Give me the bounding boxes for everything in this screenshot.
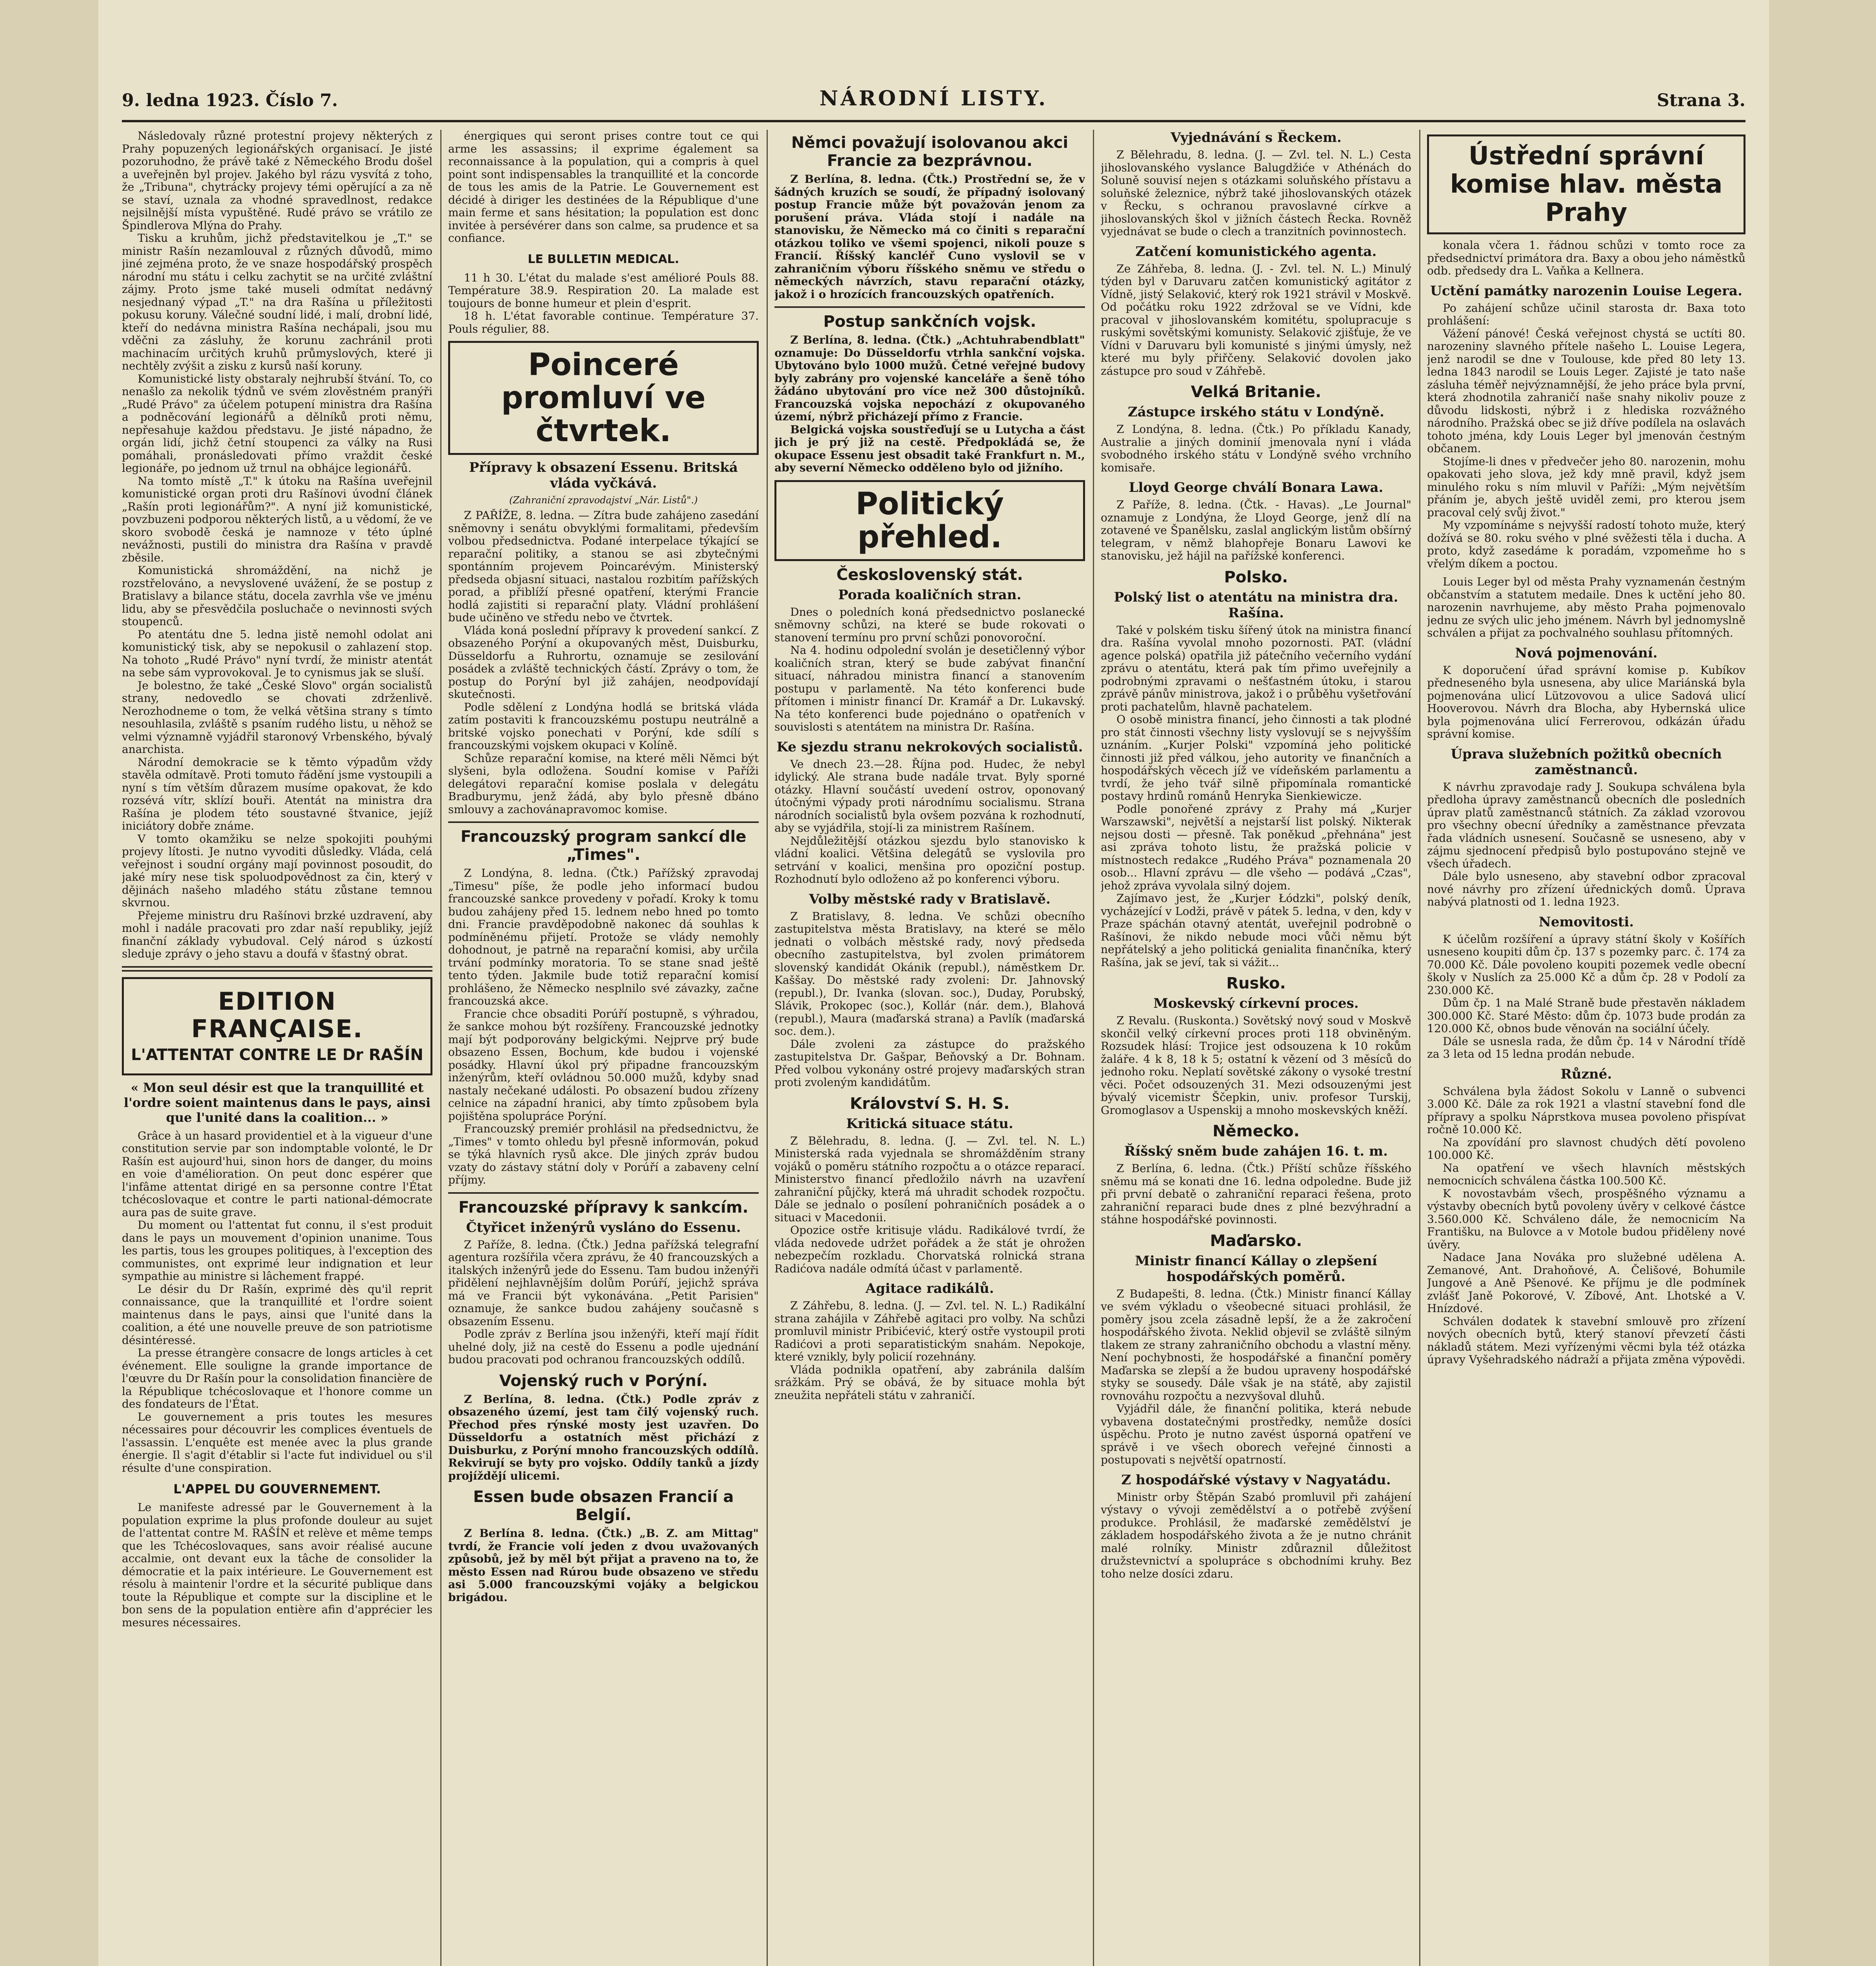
shs-subtitle: Kritická situace státu. [846,1116,1013,1132]
recko-body [1101,149,1411,238]
sjezd-title: Ke sjezdu stranu nekrokových socialistů. [776,739,1083,755]
divider [448,821,759,823]
column-rule [767,130,768,1966]
paragraph: Dále bylo usneseno, aby stavební odbor zpracoval nové návrhy pro zřízení úřednických domů. Úprava nabývá platnosti od 1. ledna 1923. [1427,870,1745,908]
ustredni-title: Ústřední správní komise hlav. města Prahy [1450,142,1723,227]
postup-body [774,334,1085,475]
paragraph: Z Záhřebu, 8. ledna. (J. — Zvl. tel. N. L.) Radikální strana zahájila v Záhřebě agitaci pro volby. Na schůzi promluvil ministr Pribićević, který ostře vystoupil proti Radićovi a proti separatistickým snahám. Nepokoje, které vznikly, byly policií rozehnány. [774,1299,1085,1363]
agitace-body [774,1300,1085,1402]
paragraph: Ve dnech 23.—28. Října pod. Hudec, že nebyl idylický. Ale strana bude nadále trvat. Byly sporné otázky. Hlavní součástí uvedení ostrov, oponovaný útočnými výpady proti národnímu socialismu. Strana národních socialistů byla ovšem pozvána k rozhodnutí, aby se vyjádřila, stojí-li za ministrem Rašínem. [774,757,1085,834]
postup-title: Postup sankčních vojsk. [823,313,1036,331]
shs-title: Království S. H. S. [850,1094,1010,1113]
rusko-body [1101,1014,1411,1117]
paragraph: Dnes o poledních koná předsednictvo poslanecké sněmovny schůzi, na které se bude rokovati o stanovení termínu pro první schůzi ponovoroční. [774,605,1085,644]
paragraph: Na 4. hodinu odpolední svolán je desetičlenný výbor koaličních stran, který se bude zabývat finanční situací, náhradou ministra financí a stanovením postupu v parlamentě. Na této konferenci bude přítomen i ministr financí Dr. Kramář a Dr. Lukavský. Na této konferenci bude pojednáno o opatřeních v souvislosti s atentátem na ministra Dr. Rašína. [774,644,1085,733]
edition-title: EDITION FRANÇAISE. [191,987,363,1043]
vystava-title: Z hospodářské výstavy v Nagyatádu. [1121,1472,1391,1488]
paragraph: La presse étrangère consacre de longs articles à cet événement. Elle souligne la grande importance de l'œuvre du Dr Rašín pour la consolidation financière de la République tchécoslovaque et l'honore comme un des fondateurs de l'État. [122,1346,432,1410]
paragraph: Z Revalu. (Ruskonta.) Sovětský nový soud v Moskvě skončil velký církevní proces proti 118 obviněným. Rozsudek hlásí: Trojice jest odsouzena k 10 rokům žaláře. 4 k 8, 18 k 5; ostatní k vězení od 3 měsíců do jednoho roku. Neplatí sovětské zákony o vysoké trestní věci. Počet odsouzených 31. Mezi odsouzenými jest bývalý vicemistr Ščepkin, univ. profesor Turskij, Gromoglasov a Uspenskij a mnoho moskevských kněží. [1101,1014,1411,1117]
sjezd-body [774,758,1085,886]
paragraph: My vzpomínáme s nejvyšší radostí tohoto muže, který dožívá se 80. roku svého v plné svěžesti těla i ducha. A proto, když zasedáme k poradám, vzpomeňme ho s vřelým díkem a poctou. [1427,519,1745,570]
newspaper-page [98,0,1769,1966]
inzenyri-title: Francouzské přípravy k sankcím. [458,1198,749,1217]
paragraph: Le manifeste adressé par le Gouvernement à la population exprime la plus profonde douleur au sujet de l'attentat contre M. RAŠÍN et relève et même temps que les Tchécoslovaques, sans avoir réalisé aucune accalmie, ont devant eux la tâche de consolider la démocratie et la paix intérieure. Le Gouvernement est résolu à maintenir l'ordre et la sécurité publique dans toute la République et compte sur la discipline et le bon sens de la population entière afin d'apprécier les mesures nécessaires. [122,1501,432,1629]
nemovitosti-body [1427,933,1745,1061]
paragraph: O osobě ministra financí, jeho činnosti a tak plodné pro stát činnosti všechny listy vyslovují se s nejvyšším uznáním. „Kurjer Polski" vzpomíná jeho politické činnosti již před válkou, jeho autority ve finančních a hospodářských věcech jíž ve vídeňském parlamentu a tvrdí, že jeho tvář silně připomínala romantické postavy hrdinů románů Henryka Sienkiewicze. [1101,713,1411,803]
paragraph: Nejdůležitější otázkou sjezdu bylo stanovisko k vládní koalici. Většina delegátů se vyslovila pro setrvání v koalici, menšina pro opoziční postup. Rozhodnutí bylo odloženo až po konferenci výboru. [774,834,1085,885]
paragraph: Komunistická shromáždění, na nichž je rozstřelováno, a nevyslovené uvážení, že se postup z Bratislavy a bilance státu, docela zavrhla vše ve jménu lidu, aby se přesvědčila posluchače o nevinnosti svých stoupenců. [122,564,432,628]
inzenyri-body [448,1239,759,1366]
poincare-source: (Zahraniční zpravodajství „Nár. Listů".) [509,495,698,506]
paragraph: Z Berlína, 6. ledna. (Čtk.) Příští schůze říšského sněmu má se konati dne 16. ledna odpoledne. Bude již při první debatě o zahraniční reparaci řešena, proto zahraniční reparaci bude dnes z plné bezvýhradní a stáhne hospodářské povinnosti. [1101,1162,1411,1226]
paragraph: Tisku a kruhům, jichž představitelkou je „T." se ministr Rašín nezamlouval z různých důvodů, mimo jiné zejména proto, že ve snaze hospodářský prospěch národní mu státu i celku zachytit se na určité zvláštní zájmy. Proto jsme také museli odmítat nedávný nesjednaný výpad „T." na dra Rašína u příležitosti pokusu koruny. Válečné soudní lidé, i malí, drobní lidé, kteří do nedávna ministra Rašína nechápali, jsou mu vděčni za zásluhy, že korunu zachránil proti machinacím určitých kruhů průmyslových, které ji nechtěly zvýšit a zisku z kursů naší koruny. [122,232,432,372]
header-rule [122,120,1745,122]
polsko-body [1101,624,1411,969]
paragraph: Podle zpráv z Berlína jsou inženýři, kteří mají řídit uhelné doly, již na cestě do Essenu a podle ujednání budou pracovati pod ochranou francouzských oddílů. [448,1327,759,1366]
paragraph: Z Londýna, 8. ledna. (Čtk.) Pařížský zpravodaj „Timesu" píše, že podle jeho informací budou francouzské sankce provedeny v pořadí. Kroky k tomu budou zahájeny před 15. lednem nebo hned po tomto dni. Francie pravděpodobně nakonec dá souhlas k podmíněnému přijetí. Protože se vlády nemohly dohodnout, je patrně na reparační komisi, aby určila trvání podmínky moratoria. To se stane snad ještě tento týden. Jakmile bude totiž reparační komisí prohlášeno, že Německo nesplnilo své závazky, začne francouzská akce. [448,867,759,1007]
inzenyri-subtitle: Čtyřicet inženýrů vysláno do Essenu. [466,1219,741,1235]
ruzne-title: Různé. [1560,1066,1612,1082]
column-rule [440,130,441,1966]
paragraph: konala včera 1. řádnou schůzi v tomto roce za předsednictví primátora dra. Baxy a obou jeho náměstků odb. předsedy dra L. Vaňka a Kellnera. [1427,239,1745,277]
ruzne-body [1427,1085,1745,1366]
edition-body [122,1130,432,1475]
paragraph: Louis Leger byl od města Prahy vyznamenán čestným občanstvím a statutem medaile. Dnes k uctění jeho 80. narozenin navrhujeme, aby město Praha pojmenovalo jednu ze svých ulic jeho jménem. Návrh byl jednomyslně schválen a přijat za pochvalného souhlasu přítomných. [1427,575,1745,639]
madarsko-body [1101,1288,1411,1467]
nemci-body [774,173,1085,301]
issue-date: 9. ledna 1923. Číslo 7. [122,90,338,110]
paragraph: Zajímavo jest, že „Kurjer Łódzki", polský deník, vycházející v Lodži, právě v pátek 5. ledna, v den, kdy v Praze spáchán otavný atentát, uveřejnil podrobně o Rašínovi, že nikdo nebude moci vůči němu být nepřátelský a jeho politická genialita finančníka, který Rašína, jak se jeví, tak si vážit... [1101,892,1411,969]
paragraph: Z Bratislavy, 8. ledna. Ve schůzi obecního zastupitelstva města Bratislavy, na které se mělo jednati o volbách městské rady, nový předseda obecního zastupitelstva, byl zvolen primátorem slovenský kandidát Okánik (republ.), náměstkem Dr. Kaššay. Do městské rady zvoleni: Dr. Jahnovský (republ.), Dr. Ivanka (slovan. soc.), Duday, Porubský, Slávik, Prokopec (soc.), Kollár (nár. dem.), Blahová (republ.), Maura (maďarská strana) a Pavlík (maďarská soc. dem.). [774,909,1085,1038]
paragraph: Vláda koná poslední přípravy k provedení sankcí. Z obsazeného Porýní a okupovaných měst, Duisburku, Düsseldorfu a Ruhrortu, oznamuje se zesilování posádek a zvláště technických částí. Zprávy o tom, že postup do Porýní byl již zahájen, neodpovídají skutečnosti. [448,624,759,701]
paragraph: Belgická vojska soustřeďují se u Lutycha a část jich je prý již na cestě. Předpokládá se, že okupace Essenu jest obsadit také Frankfurt n. M., aby severní Německo odděleno bylo od jižního. [774,423,1085,474]
paragraph: Po atentátu dne 5. ledna jistě nemohl odolat ani komunistický tisk, aby se nepokusil o zahlazení stop. Na tohoto „Rudé Právo" nyní tvrdí, že ministr atentát na sebe sám vyprovokoval. Je to cynismus jak se sluší. [122,628,432,679]
article-body [122,130,432,961]
poincare-title: Poinceré promluví ve čtvrtek. [501,347,706,449]
edition-quote: « Mon seul désir est que la tranquillité et l'ordre soient maintenus dans le pays, ainsi que l'unité dans la coalition... » [123,1080,431,1125]
ustredni-box [1427,134,1745,234]
nemecko-body [1101,1162,1411,1226]
upravy-body [1427,781,1745,909]
polsko-subtitle: Polský list o atentátu na ministra dra. Rašína. [1114,589,1398,621]
column-rule [1093,130,1094,1966]
divider [448,1192,759,1194]
article-protests [122,130,432,961]
paragraph: Podle sdělení z Londýna hodlá se britská vláda zatím postaviti k francouzskému postupu neutrálně a britské vojsko ponechati v Porýní, kde sdílí s francouzskými vojskem okupaci v Kolíně. [448,700,759,752]
column-1 [122,130,432,1966]
paragraph: énergiques qui seront prises contre tout ce qui arme les assassins; il exprime également sa reconnaissance à la population, qui a compris à quel point sont indispensables la tranquillité et la concorde de tous les amis de la Patrie. Le Gouvernement est décidé à diriger les destinées de la République d'une main ferme et sans hésitation; la population est donc invitée à persévérer dans son calme, sa prudence et sa confiance. [448,130,759,245]
page-number: Strana 3. [1657,90,1745,110]
lloyd-title: Lloyd George chválí Bonara Lawa. [1129,480,1383,495]
bulletin-body [448,272,759,336]
paragraph: Po zahájení schůze učinil starosta dr. Baxa toto prohlášení: [1427,301,1745,327]
ustredni-body [1427,239,1745,278]
paragraph: K účelům rozšíření a úpravy státní školy v Košířích usneseno koupiti dům čp. 137 s pozemky parc. č. 174 za 70.000 Kč. Dále povoleno koupiti pozemek vedle obecní školy v Nuslích za 25.000 Kč a dům čp. 28 v Podolí za 230.000 Kč. [1427,932,1745,997]
porynsky-title: Vojenský ruch v Porýní. [499,1371,708,1390]
sankce-body [448,867,759,1187]
paragraph: K novostavbám všech, prospěšného významu a výstavby obecních bytů povoleny úvěry v celkové částce 3.560.000 Kč. Schváleno dále, že nemocnicím Na Františku, na Bulovce a v Motole budou přiděleny nové úvěry. [1427,1187,1745,1251]
paragraph: Z Berlína 8. ledna. (Čtk.) „B. Z. am Mittag" tvrdí, že Francie volí jeden z dvou uvažovaných způsobů, jež by měl být přijat a praveno na to, že město Essen nad Rúrou bude obsazeno ve středu asi 5.000 francouzskými vojáky a belgickou brigádou. [448,1527,759,1604]
britanie-body [1101,423,1411,474]
upravy-title: Úprava služebních požitků obecních zaměstnanců. [1451,746,1722,778]
paragraph: Schválen dodatek k stavební smlouvě pro zřízení nových obecních bytů, který stanoví převzetí části nákladů státem. Mezi vyřízenými věcmi byla též otázka úpravy Vyšehradského nádraží a přijata změna výpovědi. [1427,1314,1745,1366]
paragraph: Z Berlína, 8. ledna. (Čtk.) „Achtuhrabendblatt" oznamuje: Do Düsseldorfu vtrhla sankční vojska. Ubytováno bylo 1000 mužů. Četné veřejné budovy byly zabrány pro vojenské kanceláře a šeně tóho žádáno ubytování pro více než 300 důstojníků. Francouzská vojska nepochází z okupovaného území, nýbrž přicházejí přímo z Francie. [774,333,1085,423]
paragraph: Z Berlína, 8. ledna. (Čtk.) Podle zpráv z obsazeného území, jest tam čilý vojenský ruch. Přechod přes rýnské mosty jest uzavřen. Do Düsseldorfu a ostatních měst přichází z Duisburku, z Porýní mnoho francouzských oddílů. Rekvirují se byty pro vojsko. Oddíly tanků a jízdy projíždějí ulicemi. [448,1392,759,1482]
paragraph: Ministr orby Štěpán Szabó promluvil při zahájení výstavy o vývoji zemědělství a o potřebě zvýšení produkce. Prohlásil, že maďarské zemědělství je základem hospodářského života a že je nutno chránit malé rolníky. Ministr zdůraznil důležitost družstevnictví a spolupráce s obchodními kruhy. Bez toho nelze dosíci zdaru. [1101,1490,1411,1580]
politicky-box [774,480,1085,561]
rusko-subtitle: Moskevský církevní proces. [1153,996,1359,1011]
column-4 [1101,130,1411,1966]
paragraph: V tomto okamžiku se nelze spokojiti pouhými projevy lítosti. Je nutno vyvoditi důsledky. Vláda, celá veřejnost i soudní orgány mají povinnost posoudit, do jaké míry nese tisk spoluodpovědnost za čin, který v dějinách našeho mladého státu zůstane temnou skvrnou. [122,832,432,909]
essen-body [448,1527,759,1604]
poincare-subtitle: Přípravy k obsazení Essenu. Britská vláda vyčkává. [469,460,738,491]
vystava-body [1101,1491,1411,1581]
paragraph: Na tomto místě „T." k útoku na Rašína uveřejnil komunistické organ proti dru Rašínovi úvodní článek „Rašín proti legionářům?". A nyní již komunistické, povzbuzeni podporou některých listů, a u vědomí, že ve skoro svobodě česká je namnoze v této úplné nevážnosti, pustili do ministra dra Rašína v pravdě zběsile. [122,474,432,564]
uctení-body [1427,302,1745,571]
paragraph: Dále zvoleni za zástupce do pražského zastupitelstva Dr. Gašpar, Beňovský a Dr. Bohnam. Před volbou vykonány ostré projevy maďarských stran proti zvoleným kandidátům. [774,1037,1085,1089]
paragraph: Francie chce obsaditi Porúří postupně, s výhradou, že sankce mohou být rozšířeny. Francouzské jednotky mají být podporovány belgickými. Nejprve prý bude obsazeno Essen, Bochum, kde budou i vojenské posádky. Hlavní úkol prý připadne francouzským inženýrům, kteří ovládnou 50.000 mužů, kdyby snad nastaly nečekané události. Po obsazení budou zřízeny celnice na západní hranici, aby tímto způsobem byla pojištěna spolupráce Porýní. [448,1007,759,1123]
essen-title: Essen bude obsazen Francií a Belgií. [473,1488,734,1524]
paragraph: Vyjádřil dále, že finanční politika, která nebude vybavena dostatečnými prostředky, nemůže dosíci úspěchu. Proto je nutno zavést úsporná opatření ve správě i ve všech oborech veřejné činnosti a postupovati s největší opatrností. [1101,1402,1411,1466]
bulletin-title: LE BULLETIN MEDICAL. [528,252,679,266]
pojmenovani-title: Nová pojmenování. [1515,645,1658,661]
paragraph: Z Londýna, 8. ledna. (Čtk.) Po příkladu Kanady, Australie a jiných dominií jmenovala nyní i vláda svobodného irského státu v Londýně svého vrchního komisaře. [1101,423,1411,474]
paragraph: Opozice ostře kritisuje vládu. Radikálové tvrdí, že vláda nedovede udržet pořádek a že stát je ohrožen nebezpečím rozkladu. Chorvatská rolnická strana Radićova nadále odmítá účast v parlamentě. [774,1224,1085,1275]
paragraph: Grâce à un hasard providentiel et à la vigueur d'une constitution servie par son indomptable volonté, le Dr Rašín est aujourd'hui, sinon hors de danger, du moins en voie d'amélioration. On peut donc espérer que l'infâme attentat dirigé en sa personne contre l'État tchécoslovaque et contre le parti national-démocrate aura pas de suite grave. [122,1129,432,1219]
paragraph: 18 h. L'état favorable continue. Température 37. Pouls régulier, 88. [448,309,759,335]
divider [122,966,432,972]
britanie-subtitle: Zástupce irského státu v Londýně. [1127,404,1385,420]
shs-body [774,1135,1085,1276]
column-5 [1427,130,1745,1966]
nemecko-title: Německo. [1212,1122,1300,1140]
paragraph: Národní demokracie se k těmto výpadům vždy stavěla odmítavě. Proti tomuto řádění jsme vystoupili a nyní s tím větším důrazem musíme opakovat, že kdo rozsévá vítr, sklízí bouři. Atentát na ministra dra Rašína je plodem této soustavné štvanice, jejíž iniciátory dobře známe. [122,755,432,832]
paragraph: Z Paříže, 8. ledna. (Čtk. - Havas). „Le Journal" oznamuje z Londýna, že Lloyd George, jenž dlí na zotavené ve Španělsku, zaslal anglickým listům obšírný telegram, v němž blahopřeje Bonaru Lawovi ke stanovisku, jež hájil na pařížské konferenci. [1101,498,1411,562]
porynsky-body [448,1393,759,1483]
paragraph: 11 h 30. L'état du malade s'est amélioré Pouls 88. Température 38.9. Respiration 20. La malade est toujours de bonne humeur et plein d'esprit. [448,271,759,310]
britanie-title: Velká Britanie. [1191,383,1321,401]
paragraph: Schválena byla žádost Sokolu v Lanně o subvenci 3.000 Kč. Dále za rok 1921 a vlastní stavební fond dle přípravy a spolku Náprstkova musea povoleno přispívat ročně 10.000 Kč. [1427,1084,1745,1136]
rusko-title: Rusko. [1226,974,1286,992]
edition-subtitle: L'ATTENTAT CONTRE LE Dr RAŠÍN [131,1046,423,1064]
paragraph: Vážení pánové! Česká veřejnost chystá se uctíti 80. narozeniny slavného přítele našeho L. Louise Legera, jenž narodil se dne v Toulouse, kde před 80 lety 13. ledna 1843 narodil se Louis Leger. Zajisté je tato naše zásluha téměř nejvýznamnější, že jeho práce byla první, která zhodnotila zahraničí naše snahy nikoliv pouze z důvodu lidskosti, nýbrž i z hlediska rozvážného národního. Pražská obec se již dříve podílela na oslavách tohoto jména, kdy Louis Leger byl jmenován čestným občanem. [1427,327,1745,455]
uctení-title: Uctění památky narozenin Louise Legera. [1430,283,1742,299]
porada-body [774,606,1085,734]
page-header [122,83,1745,118]
zatceni-title: Zatčení komunistického agenta. [1135,243,1377,260]
pojmenovani-body [1427,664,1745,741]
paragraph: Z Budapešti, 8. ledna. (Čtk.) Ministr financí Kállay ve svém výkladu o všeobecné situaci prohlásil, že poměry jsou zcela zásadně lepší, že a že zakročení hospodářského života. Neklid objevil se zvláště silným tlakem ze strany zahraničního obchodu a vlastní měny. Není pochybnosti, že hospodářské a finanční poměry Maďarska se zlepší a že budou upraveny hospodářské styky se sousedy. Dále však je na státě, aby zajistil rovnováhu rozpočtu a nezvyšoval dluhů. [1101,1287,1411,1403]
paragraph: Vláda podnikla opatření, aby zabránila dalším srážkám. Prý se obává, že by situace mohla být zneužita nepřáteli státu v zahraničí. [774,1363,1085,1402]
divider [774,306,1085,308]
nemecko-subtitle: Říšský sněm bude zahájen 16. t. m. [1124,1143,1388,1159]
paragraph: Na opatření ve všech hlavních městských nemocnicích schválena částka 100.500 Kč. [1427,1161,1745,1187]
paragraph: K doporučení úřad správní komise p. Kubíkov předneseného byla usnesena, aby ulice Mariánská byla pojmenována ulicí Lützovovou a ulice Sadová ulicí Hooverovou. Návrh dra Blocha, aby Hybernská ulice byla pojmenována ulicí Ferrerovou, odkázán úřadu správní komise. [1427,663,1745,740]
paragraph: Ze Záhřeba, 8. ledna. (J. - Zvl. tel. N. L.) Minulý týden byl v Daruvaru zatčen komunistický agitátor z Vídně, jistý Selaković, který rok 1921 strávil v Moskvě. Od počátku roku 1922 zdržoval se ve Vídni, kde pracoval v jihoslovanském komitétu, spolupracuje s ruskými sovětskými komunisty. Selaković zjišťuje, že ve Vídni v Daruvaru byli komunisté s jinými úmysly, než které mu byly přiřčeny. Selaković dovolen jako zástupce pro soud v Záhřebě. [1101,262,1411,377]
paragraph: Z Berlína, 8. ledna. (Čtk.) Prostřední se, že v šádných kruzích se soudí, že případný isolovaný postup Francie může být považován jenom za porušení práva. Vláda stojí i nadále na stanovisku, že Německo má co činiti s reparační otázkou toliko ve všemi spojenci, nikoli pouze s Francií. Říšský kancléř Cuno vyslovil se v zahraničním výboru říšského sněmu ve středu o německých návrzích, stavu reparační otázky, jakož i o hrozících francouzských opatřeních. [774,173,1085,301]
cs-stat-title: Československý stát. [836,565,1023,584]
masthead: NÁRODNÍ LISTY. [819,87,1048,110]
paragraph: Le désir du Dr Rašín, exprimé dès qu'il reprit connaissance, que la tranquillité et l'ordre soient maintenus dans le pays, ainsi que l'unité dans la coalition, a été une nouvelle preuve de son patriotisme désintéressé. [122,1282,432,1347]
lloyd-body [1101,499,1411,563]
paragraph: Je bolestno, že také „České Slovo" orgán socialistů strany, nedovedlo se chovati zdrženlivě. Nerozhodneme o tom, že velká většina strany s tímto nesouhlasila, zvláště s psaním rudého listu, u něhož se velmi významně vyjádřil staronový Vrbenského, bývalý anarchista. [122,679,432,756]
paragraph: Následovaly různé protestní projevy některých z Prahy popuzených legionářských organisací. Je jisté pozoruhodno, že právě také z Německého Brodu došel a uveřejněn byl projev. Jakého byl rázu vysvítá z toho, že „Tribuna", chytrácky projevy témi opěrující a za ně se staví, uznala za vhodné spravedlnost, redakce nejsilnější místa vypuštěné. Rudé právo se vrátilo ze Špindlerova Mlýna do Prahy. [122,130,432,232]
sankce-title: Francouzský program sankcí dle „Times". [460,828,747,864]
column-2 [448,130,759,1966]
poincare-body [448,509,759,816]
paragraph: Komunistické listy obstaraly nejhrubší štvání. To, co nenašlo za nekolik týdnů ve svém zlověstném pranýři „Rudé Právo" za účelem potupení ministra dra Rašína a podněcování legionářů a dělníků proti němu, nepřesahuje každou představu. Je jisté nápadno, že orgán lidí, jichž četní stoupenci za války na Rusi pomáhali, pronásledovati přímo vraždit české legionáře, po jednom už trnul na obhájce legionářů. [122,372,432,475]
poincare-box [448,341,759,455]
paragraph: Přejeme ministru dru Rašínovi brzké uzdravení, aby mohl i nadále pracovati pro zdar naší republiky, jejíž finanční základy vybudoval. Celý národ s úzkostí sleduje zprávy o jeho stavu a doufá v šťastný obrat. [122,909,432,960]
edition-francaise-box [122,977,432,1075]
nemci-title: Němci považují isolovanou akci Francie za bezprávnou. [791,134,1069,170]
paragraph: Stojíme-li dnes v předvečer jeho 80. narozenin, mohu opakovati jeho slova, jež kdy mně pravil, když jsem minulého roku s ním mluvil v Paříži: „Mým největším přáním je, abych ještě uviděl zemi, pro kterou jsem pracoval celý svůj život." [1427,455,1745,519]
appel-body [122,1501,432,1629]
french-tail [448,130,759,245]
paragraph: Z Bělehradu, 8. ledna. (J. — Zvl. tel. N. L.) Ministerská rada vyjednala se shromážděním strany vojáků o poměru státního rozpočtu a o otázce reparací. Ministerstvo financí předložilo návrh na uzavření zahraniční půjčky, která má uhradit schodek rozpočtu. Dále se jednalo o posílení pohraničních posádek a o situaci v Macedonii. [774,1134,1085,1224]
paragraph: Z Paříže, 8. ledna. (Čtk.) Jedna pařížská telegrafní agentura rozšířila včera zprávu, že 40 francouzských a italských inženýrů jede do Essenu. Tam budou inženýři přidělení nejhlavnějším dolům Porúří, jejichž správa má ve Francii být vykonávána. „Petit Parisien" oznamuje, že sankce budou zahájeny současně s obsazením Essenu. [448,1238,759,1328]
paragraph: Nadace Jana Nováka pro služebné udělena A. Zemanové, Ant. Drahoňové, A. Čelišové, Bohumile Jungové a Aně Pšenové. Ke příjmu je dle podmínek zvlášť Janě Pokorové, V. Zíbové, Ant. Lhotské a V. Hnízdové. [1427,1251,1745,1315]
volby-body [774,910,1085,1089]
madarsko-title: Maďarsko. [1210,1232,1302,1250]
agitace-title: Agitace radikálů. [865,1281,994,1296]
paragraph: Du moment ou l'attentat fut connu, il s'est produit dans le pays un mouvement d'opinion unanime. Tous les partis, tous les groupes politiques, à l'exception des communistes, ont exprimé leur indignation et leur sympathie au ministre si lâchement frappé. [122,1219,432,1283]
volby-title: Volby městské rady v Bratislavě. [809,891,1051,907]
madarsko-subtitle: Ministr financí Kállay o zlepšení hospodářských poměrů. [1135,1253,1378,1285]
zatceni-body [1101,263,1411,378]
nemovitosti-title: Nemovitosti. [1538,914,1634,930]
paragraph: Podle ponořené zprávy z Prahy má „Kurjer Warszawski", největší a nejstarší list polský. Nikterak nejsou dosti — přesně. Tak poněkud „přehnána" jest asi zpráva tohoto listu, že pražská policie v místnostech redakce „Rudého Práva" poznamenala 20 osob... Hlavní zprávu — dle všeho — podává „Czas", jehož zpráva vyvolala silný dojem. [1101,802,1411,892]
appel-title: L'APPEL DU GOUVERNEMENT. [173,1482,381,1497]
recko-title: Vyjednávání s Řeckem. [1170,130,1342,145]
paragraph: Také v polském tisku šířený útok na ministra financí dra. Rašína vyvolal mnoho pozornosti. PAT. (vládní agence polská) opatřila již pátečního večerního vydání zprávu o atentátu, která pak tím přimo uveřejnily a podrobnými zpravami o nešťastném útoku, i starou zprávě pánův ministrova, jakož i o průběhu vyšetřování proti pachatelům, hlavně pachatelem. [1101,623,1411,713]
paragraph: Dům čp. 1 na Malé Straně bude přestavěn nákladem 300.000 Kč. Staré Město: dům čp. 1073 bude prodán za 120.000 Kč, obnos bude věnován na sociální účely. [1427,996,1745,1035]
politicky-title: Politický přehled. [855,486,1004,555]
paragraph: Le gouvernement a pris toutes les mesures nécessaires pour découvrir les complices éventuels de l'assassin. L'enquête est menée avec la plus grande énergie. Il s'agit d'établir si l'acte fut individuel ou s'il résulte d'une conspiration. [122,1410,432,1474]
paragraph: Francouzský premiér prohlásil na předsednictvu, že „Times" v tomto ohledu byl přesně informován, pokud se týká hlavních rysů akce. Dle jiných zpráv budou vzaty do zástavy státní doly v Porúří a zabaveny celní příjmy. [448,1122,759,1186]
polsko-title: Polsko. [1224,568,1288,586]
porada-title: Porada koaličních stran. [838,587,1021,603]
paragraph: Na zpovídání pro slavnost chudých dětí povoleno 100.000 Kč. [1427,1136,1745,1162]
paragraph: Dále se usnesla rada, že dům čp. 14 v Národní třídě za 3 leta od 15 ledna prodán nebude. [1427,1035,1745,1060]
paragraph: Z Bělehradu, 8. ledna. (J. — Zvl. tel. N. L.) Cesta jihoslovanského vyslance Balugdžiće v Athénách do Soluně souvisí nejen s otázkami soluňského přístavu a soluňské železnice, nýbrž také jihoslovanských otázek v Řecku, s ochranou pravoslavné církve a jihoslovanských škol v jižních částech Řecka. Rovněž vyjednávat se bude o clech a tranzitních povinnostech. [1101,148,1411,238]
leger-rest-body [1427,576,1745,640]
paragraph: Z PAŘÍŽE, 8. ledna. — Zítra bude zahájeno zasedání sněmovny i senátu obvyklými formalitami, především volbou předsednictva. Podané interpelace týkající se reparační politiky, a stanou se asi zbytečnými spontánním projevem Poincarévým. Ministerský předseda objasní situaci, nastalou rozbitím pařížských porad, a přiblíží přesné opatření, kterými Francie hodlá zajistiti si reparační platy. Vládní prohlášení bude učiněno ve středu nebo ve čtvrtek. [448,509,759,624]
paragraph: K návrhu zpravodaje rady J. Soukupa schválena byla předloha úpravy zaměstnanců obecních dle posledních úprav platů zaměstnanců státních. Za základ vzorovou pro všechny obecní úředníky a zaměstnance převzata řada vládních usnesení. Současně se usneseno, aby v zájmu sjednocení předpisů bylo postupováno stejně ve všech úřadech. [1427,780,1745,870]
column-rule [1419,130,1420,1966]
column-3 [774,130,1085,1966]
paragraph: Schůze reparační komise, na které měli Němci být slyšeni, byla odložena. Soudní komise v Paříži delegátovi reparační komise poslala v delegátu Bradburymu, jenž žádá, aby bylo přesně dbáno smlouvy a zachovánapravomoc komise. [448,751,759,816]
